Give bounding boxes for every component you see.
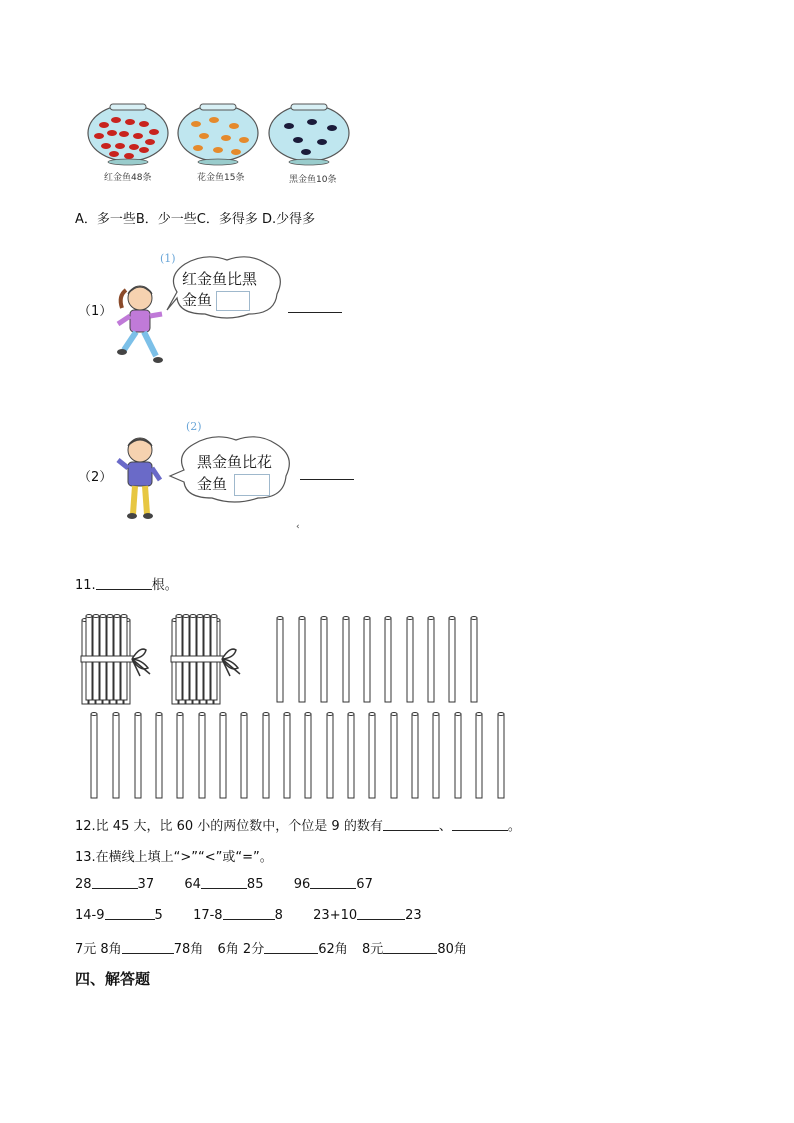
compare-right: 67 (356, 877, 373, 892)
compare-right: 23 (405, 908, 422, 923)
question-11 (75, 574, 178, 593)
question-12-end: 。 (507, 819, 521, 834)
bubble-1-line-1: 红金鱼比黑 (182, 270, 258, 288)
loose-sticks-row-1 (277, 617, 477, 703)
compare-left: 17-8 (193, 908, 223, 923)
sticks-illustration (80, 610, 520, 800)
question-11-prefix: 11. (75, 578, 96, 593)
flower-fish-bowl (178, 104, 258, 165)
compare-left: 96 (293, 877, 311, 892)
compare-right: 85 (246, 877, 264, 892)
compare-blank[interactable] (105, 907, 155, 920)
compare-row-2 (75, 907, 422, 923)
compare-left: 64 (184, 877, 201, 892)
compare-right: 5 (154, 908, 163, 923)
compare-left: 14-9 (75, 908, 105, 923)
black-fish-caption: 黑金鱼10条 (289, 175, 337, 185)
stick-bundle-1 (81, 615, 150, 705)
compare-row-1 (75, 876, 373, 892)
bubble-2-answer-box[interactable] (234, 474, 270, 496)
compare-right: 37 (137, 877, 155, 892)
compare-right: 80角 (437, 942, 467, 957)
compare-blank[interactable] (383, 941, 437, 954)
question-13-title: 13.在横线上填上“>”“<”或“=”。 (75, 850, 273, 865)
section-4-heading: 四、解答题 (75, 970, 151, 988)
compare-right: 62角 (318, 942, 348, 957)
red-fish-bowl (88, 104, 168, 165)
fish-bowls-illustration (84, 100, 364, 170)
boy-illustration (114, 434, 166, 522)
question-11-blank[interactable] (96, 577, 152, 590)
compare-row-3 (75, 938, 467, 957)
red-fish-caption: 红金鱼48条 (104, 173, 152, 183)
bubble-1-line-2: 金鱼 (182, 291, 213, 309)
question-12-separator: 、 (438, 819, 452, 834)
question-12-blank-1[interactable] (383, 818, 439, 831)
bubble-1-number: (1) (160, 252, 176, 265)
bubble-1-answer-box[interactable] (216, 291, 250, 311)
compare-blank[interactable] (310, 876, 356, 889)
black-fish-bowl (269, 104, 349, 165)
compare-left: 7元 8角 (75, 942, 122, 957)
compare-left: 8元 (362, 942, 384, 957)
question-12 (75, 815, 521, 834)
loose-sticks-row-2 (91, 713, 504, 799)
bubble-2-number: (2) (186, 420, 202, 433)
bubble-2-line-2: 金鱼 (197, 475, 228, 493)
question-12-text: 12.比 45 大，比 60 小的两位数中，个位是 9 的数有 (75, 819, 383, 834)
compare-right: 78角 (173, 942, 204, 957)
flower-fish-caption: 花金鱼15条 (197, 173, 245, 183)
compare-left: 6角 2分 (217, 942, 265, 957)
compare-blank[interactable] (201, 876, 247, 889)
subquestion-1-label: （1） (78, 304, 113, 319)
bubble-2-line-1: 黑金鱼比花 (197, 453, 273, 471)
compare-blank[interactable] (357, 907, 405, 920)
compare-right: 8 (274, 908, 283, 923)
stray-mark: ‹ (296, 522, 300, 532)
question-12-blank-2[interactable] (452, 818, 508, 831)
compare-left: 23+10 (313, 908, 358, 923)
girl-illustration (110, 280, 170, 368)
compare-blank[interactable] (122, 941, 174, 954)
subquestion-2-label: （2） (78, 470, 113, 485)
answer-options: A．多一些B．少一些C．多得多 D.少得多 (75, 212, 316, 227)
compare-blank[interactable] (264, 941, 318, 954)
stick-bundle-2 (171, 615, 240, 705)
subquestion-1-blank[interactable] (288, 300, 342, 313)
compare-left: 28 (75, 877, 92, 892)
question-11-suffix: 根。 (151, 578, 178, 593)
subquestion-2-blank[interactable] (300, 467, 354, 480)
compare-blank[interactable] (223, 907, 275, 920)
compare-blank[interactable] (92, 876, 138, 889)
